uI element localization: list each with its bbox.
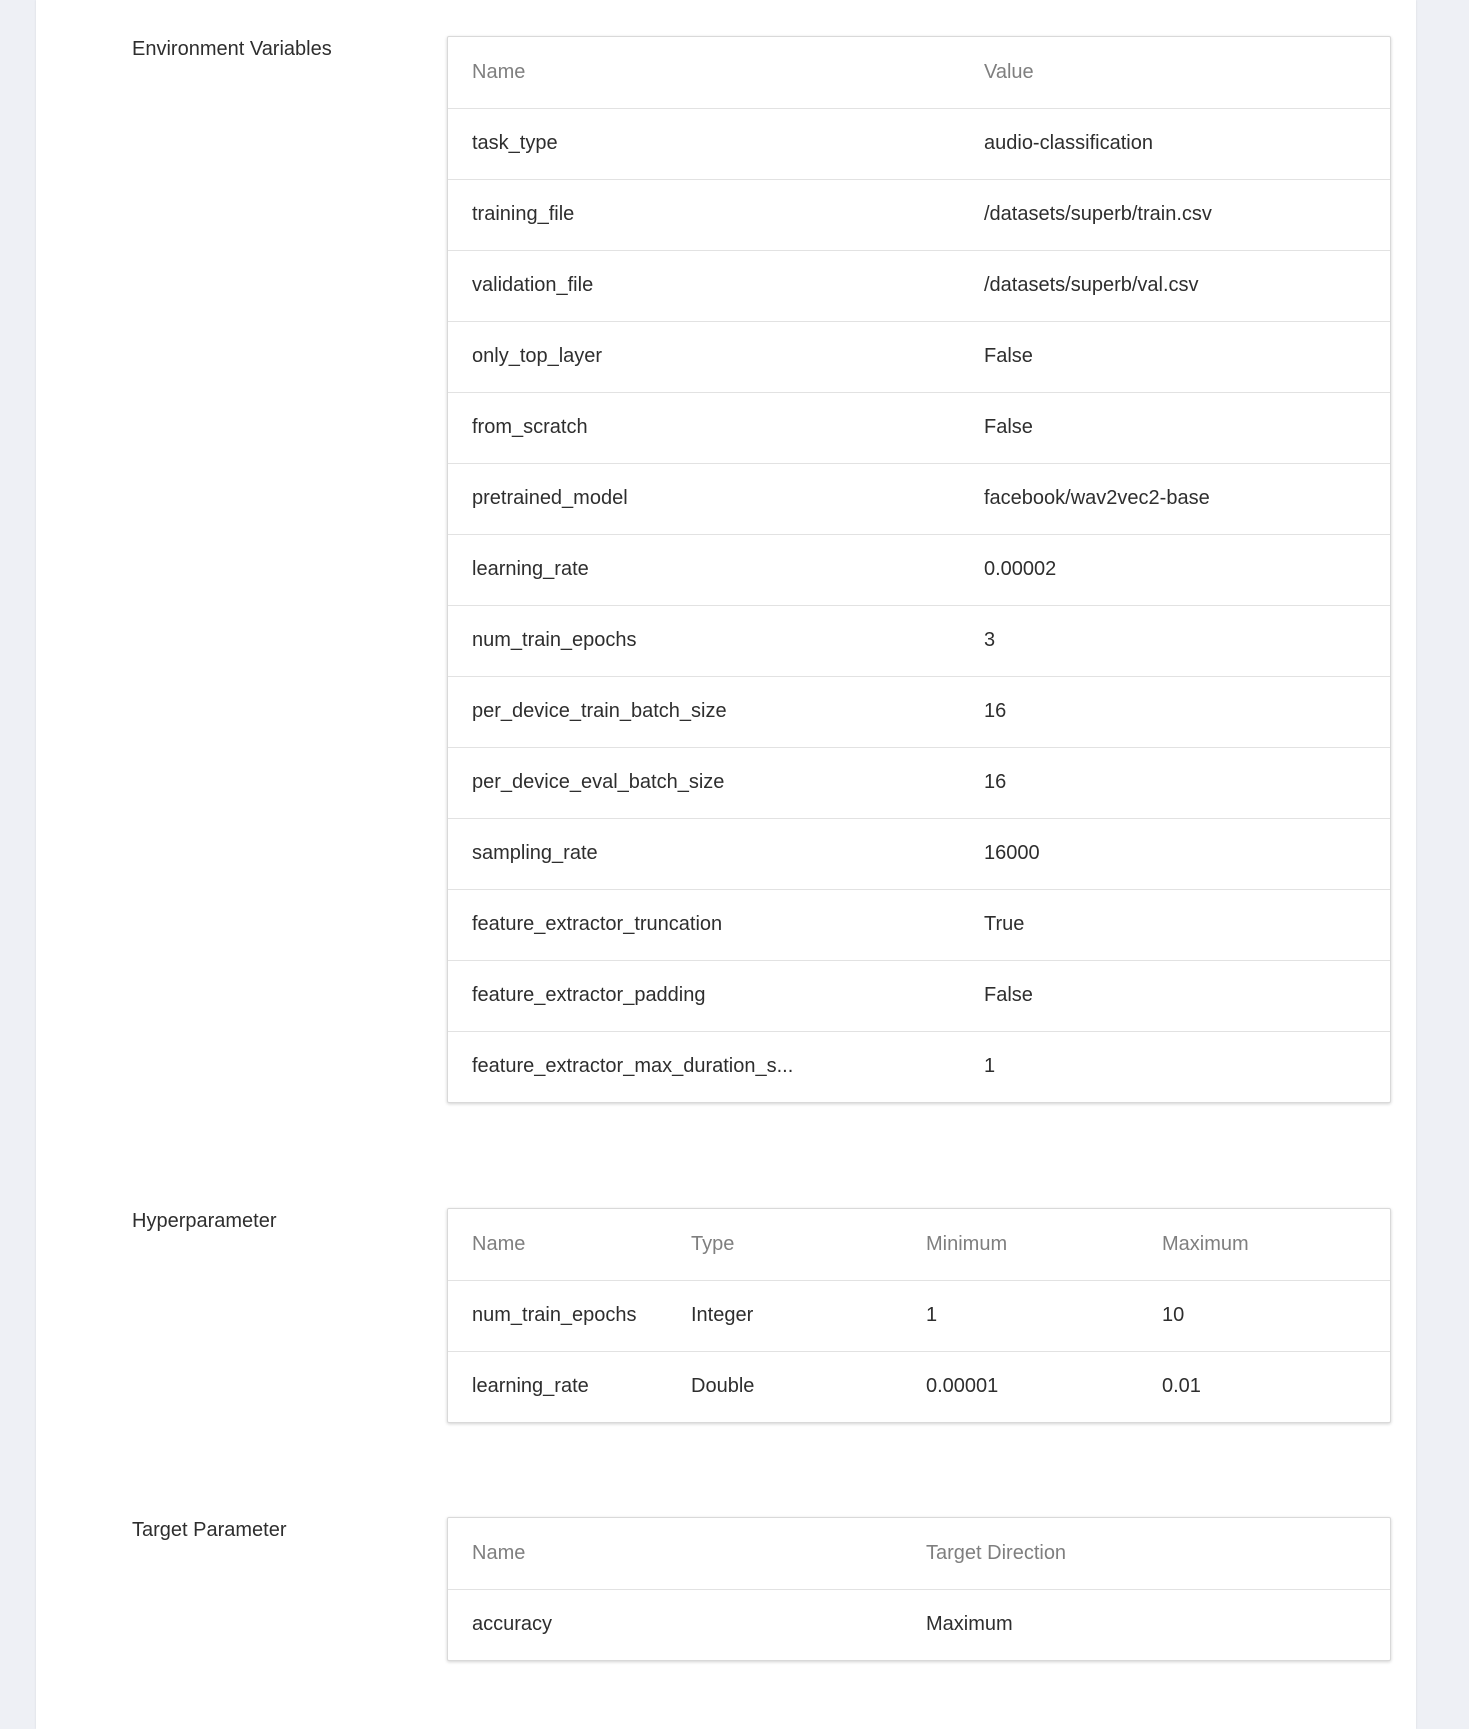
env-name: learning_rate	[448, 534, 960, 605]
hyper-table-container	[447, 1208, 1391, 1423]
env-name: feature_extractor_max_duration_s...	[472, 1055, 794, 1078]
env-table	[448, 37, 1390, 1102]
hyper-section-label: Hyperparameter	[132, 1210, 277, 1232]
env-value: facebook/wav2vec2-base	[960, 463, 1390, 534]
env-value: False	[960, 321, 1390, 392]
table-row	[448, 1351, 1390, 1422]
env-name: from_scratch	[448, 392, 960, 463]
table-row	[448, 1280, 1390, 1351]
target-table-header-row	[448, 1518, 1390, 1589]
table-row	[448, 534, 1390, 605]
env-header-name: Name	[448, 37, 960, 108]
hyper-min: 0.00001	[926, 1375, 999, 1398]
env-name: feature_extractor_truncation	[448, 889, 960, 960]
env-value: /datasets/superb/val.csv	[960, 250, 1390, 321]
hyper-table	[448, 1209, 1390, 1422]
target-header-name: Name	[448, 1518, 902, 1589]
hyper-name: num_train_epochs	[448, 1280, 667, 1351]
target-header-direction: Target Direction	[902, 1518, 1390, 1589]
hyper-name: learning_rate	[472, 1375, 589, 1398]
env-value: True	[960, 889, 1390, 960]
table-row	[448, 321, 1390, 392]
target-section-label: Target Parameter	[132, 1519, 287, 1541]
env-value: 16000	[960, 818, 1390, 889]
env-name: training_file	[448, 179, 960, 250]
env-name: sampling_rate	[448, 818, 960, 889]
target-table-container	[447, 1517, 1391, 1661]
table-row	[448, 392, 1390, 463]
hyper-header-type: Type	[667, 1209, 902, 1280]
hyper-header-minimum: Minimum	[902, 1209, 1138, 1280]
env-value: /datasets/superb/train.csv	[960, 179, 1390, 250]
env-name: num_train_epochs	[448, 605, 960, 676]
env-value: 16	[960, 747, 1390, 818]
table-row	[448, 179, 1390, 250]
env-name: only_top_layer	[448, 321, 960, 392]
env-value: 16	[960, 676, 1390, 747]
env-value: 0.00002	[960, 534, 1390, 605]
env-name: task_type	[448, 108, 960, 179]
content-card	[36, 0, 1416, 1729]
env-name: feature_extractor_padding	[448, 960, 960, 1031]
env-value: audio-classification	[960, 108, 1390, 179]
table-row	[448, 250, 1390, 321]
env-section-label: Environment Variables	[132, 38, 332, 60]
table-row	[448, 108, 1390, 179]
hyper-type: Integer	[667, 1280, 902, 1351]
env-table-container	[447, 36, 1391, 1103]
table-row	[448, 463, 1390, 534]
env-value: False	[960, 960, 1390, 1031]
env-value: False	[960, 392, 1390, 463]
env-value: 1	[984, 1055, 996, 1078]
table-row	[448, 747, 1390, 818]
env-header-value: Value	[960, 37, 1390, 108]
env-name: pretrained_model	[448, 463, 960, 534]
hyper-min: 1	[902, 1280, 1138, 1351]
target-direction: Maximum	[926, 1613, 1013, 1636]
env-name: per_device_eval_batch_size	[448, 747, 960, 818]
env-name: per_device_train_batch_size	[448, 676, 960, 747]
env-table-header-row	[448, 37, 1390, 108]
table-row	[448, 1031, 1390, 1102]
hyper-type: Double	[691, 1375, 755, 1398]
target-table	[448, 1518, 1390, 1660]
table-row	[448, 676, 1390, 747]
hyper-header-name: Name	[448, 1209, 667, 1280]
hyper-max: 0.01	[1162, 1375, 1201, 1398]
table-row	[448, 960, 1390, 1031]
hyper-header-maximum: Maximum	[1138, 1209, 1390, 1280]
target-name: accuracy	[472, 1613, 553, 1636]
hyper-max: 10	[1138, 1280, 1390, 1351]
table-row	[448, 889, 1390, 960]
env-name: validation_file	[448, 250, 960, 321]
env-value: 3	[960, 605, 1390, 676]
table-row	[448, 1589, 1390, 1660]
table-row	[448, 818, 1390, 889]
table-row	[448, 605, 1390, 676]
hyper-table-header-row	[448, 1209, 1390, 1280]
